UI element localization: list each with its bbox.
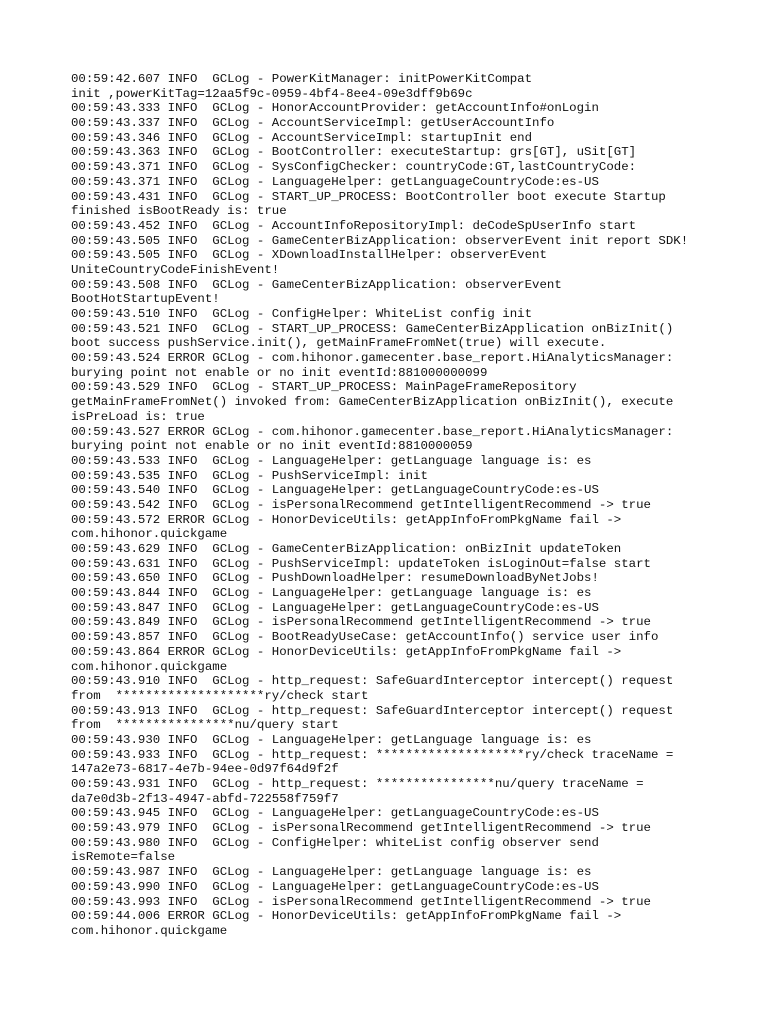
log-line: 00:59:43.844 INFO GCLog - LanguageHelper: getLanguage language is: es	[71, 586, 592, 601]
log-line: 00:59:43.371 INFO GCLog - LanguageHelper: getLanguageCountryCode:es-US	[71, 174, 599, 189]
log-line: isRemote=false	[71, 850, 176, 865]
log-line: init ,powerKitTag=12aa5f9c-0959-4bf4-8ee4-09e3dff9b69c	[71, 86, 473, 101]
log-line: 00:59:43.629 INFO GCLog - GameCenterBizApplication: onBizInit updateToken	[71, 542, 622, 556]
log-line: 00:59:43.346 INFO GCLog - AccountServiceImpl: startupInit end	[71, 130, 533, 145]
log-line: da7e0d3b-2f13-4947-abfd-722558f759f7	[71, 791, 339, 806]
log-line: 00:59:44.006 ERROR GCLog - HonorDeviceUtils: getAppInfoFromPkgName fail ->	[71, 909, 622, 924]
log-line: 00:59:43.529 INFO GCLog - START_UP_PROCESS: MainPageFrameRepository	[71, 380, 577, 395]
log-line: getMainFrameFromNet() invoked from: GameCenterBizApplication onBizInit(), execute	[71, 395, 674, 410]
log-line: from ********************ry/check start	[71, 688, 369, 703]
log-line: 00:59:43.930 INFO GCLog - LanguageHelper: getLanguage language is: es	[71, 732, 592, 747]
log-line: 00:59:43.505 INFO GCLog - XDownloadInstallHelper: observerEvent	[71, 248, 547, 263]
log-line: finished isBootReady is: true	[71, 204, 287, 219]
log-line: com.hihonor.quickgame	[71, 527, 228, 542]
log-line: 00:59:43.979 INFO GCLog - isPersonalRecommend getIntelligentRecommend -> true	[71, 821, 651, 836]
log-line: 00:59:43.540 INFO GCLog - LanguageHelper: getLanguageCountryCode:es-US	[71, 483, 599, 498]
log-line: 00:59:43.527 ERROR GCLog - com.hihonor.gamecenter.base_report.HiAnalyticsManager:	[71, 424, 674, 439]
log-line: 00:59:43.505 INFO GCLog - GameCenterBizApplication: observerEvent init report SDK!	[71, 233, 689, 248]
log-line: 00:59:43.431 INFO GCLog - START_UP_PROCESS: BootController boot execute Startup	[71, 189, 666, 204]
log-line: 00:59:43.508 INFO GCLog - GameCenterBizApplication: observerEvent	[71, 277, 562, 292]
log-line: from ****************nu/query start	[71, 718, 339, 733]
log-line: 00:59:43.535 INFO GCLog - PushServiceImpl: init	[71, 468, 428, 483]
log-line: 00:59:43.371 INFO GCLog - SysConfigChecker: countryCode:GT,lastCountryCode:	[71, 160, 637, 175]
log-line: 00:59:43.521 INFO GCLog - START_UP_PROCESS: GameCenterBizApplication onBizInit()	[71, 321, 674, 336]
log-line: 00:59:43.857 INFO GCLog - BootReadyUseCase: getAccountInfo() service user info	[71, 630, 659, 645]
log-line: 00:59:43.631 INFO GCLog - PushServiceImpl: updateToken isLoginOut=false start	[71, 556, 651, 571]
log-line: 00:59:43.847 INFO GCLog - LanguageHelper: getLanguageCountryCode:es-US	[71, 600, 599, 615]
log-line: 00:59:43.987 INFO GCLog - LanguageHelper: getLanguage language is: es	[71, 865, 592, 880]
log-line: 00:59:43.524 ERROR GCLog - com.hihonor.gamecenter.base_report.HiAnalyticsManager:	[71, 351, 674, 366]
log-line: 00:59:43.945 INFO GCLog - LanguageHelper: getLanguageCountryCode:es-US	[71, 806, 599, 821]
log-line: 00:59:43.993 INFO GCLog - isPersonalRecommend getIntelligentRecommend -> true	[71, 894, 651, 909]
log-line: 00:59:43.452 INFO GCLog - AccountInfoRepositoryImpl: deCodeSpUserInfo start	[71, 218, 637, 233]
log-line: 147a2e73-6817-4e7b-94ee-0d97f64d9f2f	[71, 762, 339, 777]
log-line: 00:59:43.864 ERROR GCLog - HonorDeviceUtils: getAppInfoFromPkgName fail ->	[71, 644, 622, 659]
log-line: 00:59:43.849 INFO GCLog - isPersonalRecommend getIntelligentRecommend -> true	[71, 615, 651, 630]
log-line: burying point not enable or no init eventId:881000000099	[71, 365, 488, 380]
log-line: com.hihonor.quickgame	[71, 923, 228, 938]
log-line: 00:59:43.572 ERROR GCLog - HonorDeviceUtils: getAppInfoFromPkgName fail ->	[71, 512, 622, 527]
log-line: 00:59:42.607 INFO GCLog - PowerKitManager: initPowerKitCompat	[71, 72, 533, 86]
log-line: 00:59:43.510 INFO GCLog - ConfigHelper: WhiteList config init	[71, 307, 533, 321]
log-line: 00:59:43.980 INFO GCLog - ConfigHelper: whiteList config observer send	[71, 835, 599, 850]
log-line: 00:59:43.337 INFO GCLog - AccountServiceImpl: getUserAccountInfo	[71, 116, 555, 131]
log-line: 00:59:43.333 INFO GCLog - HonorAccountProvider: getAccountInfo#onLogin	[71, 101, 599, 116]
log-line: 00:59:43.910 INFO GCLog - http_request: SafeGuardInterceptor intercept() request	[71, 674, 674, 689]
log-line: 00:59:43.913 INFO GCLog - http_request: SafeGuardInterceptor intercept() request	[71, 703, 674, 718]
log-line: isPreLoad is: true	[71, 409, 205, 424]
log-line: burying point not enable or no init eventId:8810000059	[71, 439, 473, 454]
log-line: UniteCountryCodeFinishEvent!	[71, 262, 280, 277]
log-line: 00:59:43.533 INFO GCLog - LanguageHelper: getLanguage language is: es	[71, 453, 592, 468]
log-line: 00:59:43.542 INFO GCLog - isPersonalRecommend getIntelligentRecommend -> true	[71, 497, 651, 512]
log-line: com.hihonor.quickgame	[71, 659, 228, 674]
log-line: 00:59:43.650 INFO GCLog - PushDownloadHelper: resumeDownloadByNetJobs!	[71, 571, 599, 586]
log-line: BootHotStartupEvent!	[71, 292, 220, 307]
log-line: 00:59:43.363 INFO GCLog - BootController: executeStartup: grs[GT], uSit[GT]	[71, 145, 637, 160]
log-line: 00:59:43.933 INFO GCLog - http_request: ********************ry/check traceName =	[71, 747, 674, 762]
log-line: 00:59:43.931 INFO GCLog - http_request: ****************nu/query traceName =	[71, 777, 644, 791]
log-text-block	[71, 72, 751, 939]
log-line: boot success pushService.init(), getMainFrameFromNet(true) will execute.	[71, 336, 607, 351]
log-line: 00:59:43.990 INFO GCLog - LanguageHelper: getLanguageCountryCode:es-US	[71, 879, 599, 894]
